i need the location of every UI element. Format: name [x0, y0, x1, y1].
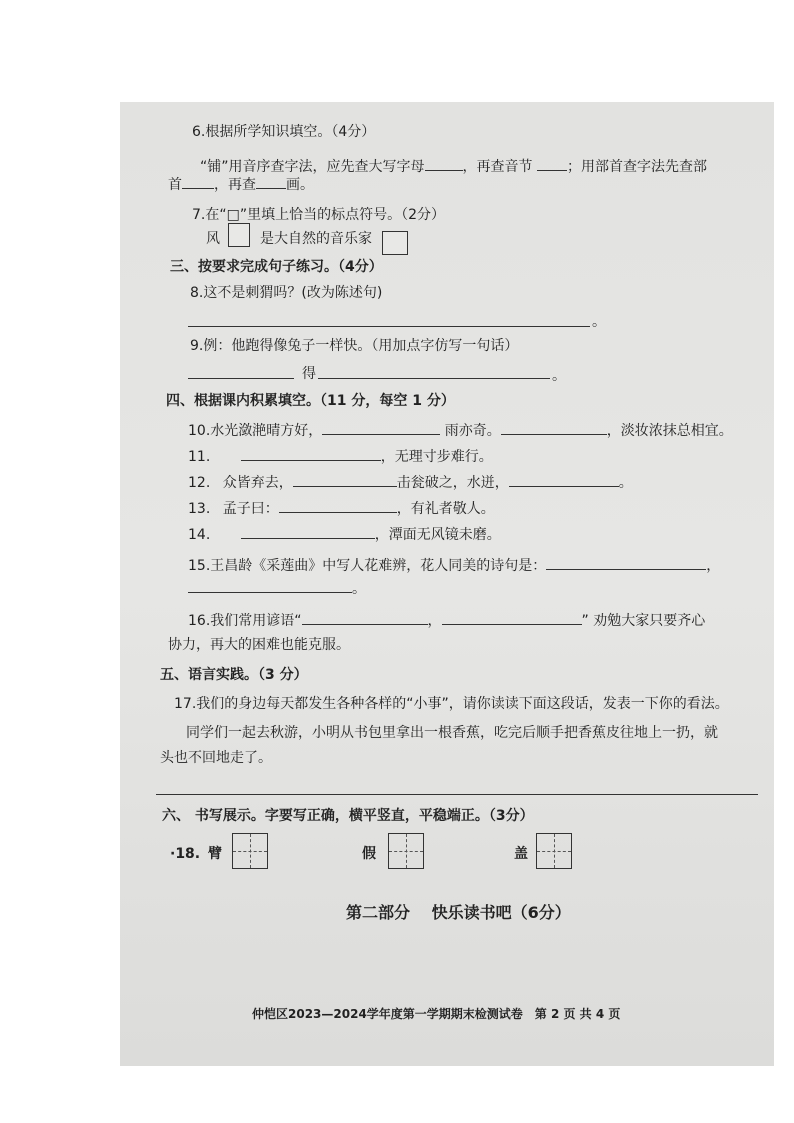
q10-blank-1[interactable]: [322, 420, 440, 435]
q8-end: 。: [592, 314, 606, 330]
q14-line: [188, 524, 501, 545]
q17-answer-line[interactable]: [156, 794, 758, 795]
q13-text-b: ，有礼者敬人。: [396, 501, 495, 517]
q15-comma: ，: [706, 558, 721, 574]
q13-text-a: 孟子曰：: [222, 501, 279, 517]
q9-title: 9.例：他跑得像兔子一样快。（用加点字仿写一句话）: [190, 338, 519, 354]
q18-writing-grid-3[interactable]: [536, 833, 572, 869]
q14-text: ，潭面无风镜未磨。: [374, 527, 501, 543]
exam-page: [120, 102, 774, 1066]
q17-para-1: 同学们一起去秋游，小明从书包里拿出一根香蕉，吃完后顺手把香蕉皮往地上一扔，就: [186, 725, 718, 741]
q16-blank-1[interactable]: [302, 610, 428, 625]
q9-answer-line-1[interactable]: [188, 378, 294, 379]
q6-text-e: ，再查: [214, 177, 256, 193]
part2-heading: 第二部分 快乐读书吧（6分）: [346, 903, 571, 922]
q10-text-a: 10.水光潋滟晴方好，: [188, 423, 323, 439]
q18-char-3: 盖: [514, 846, 528, 862]
q18-char-2: 假: [362, 846, 376, 862]
q7-word1: 风: [206, 231, 220, 247]
q18-writing-grid-2[interactable]: [388, 833, 424, 869]
q16-text-b: ” 劝勉大家只要齐心: [581, 613, 706, 629]
q18-writing-grid-1[interactable]: [232, 833, 268, 869]
q9-answer-line-2[interactable]: [318, 378, 550, 379]
q6-line2: [168, 174, 314, 195]
q18-char-1: 臂: [208, 846, 222, 862]
q11-blank[interactable]: [241, 446, 381, 461]
q12-line: [188, 472, 633, 493]
q15-blank-2[interactable]: [188, 578, 352, 593]
page-footer: 仲恺区2023—2024学年度第一学期期末检测试卷 第 2 页 共 4 页: [252, 1007, 621, 1021]
q6-text-b: ，再查音节: [462, 159, 533, 175]
q12-end: 。: [618, 475, 633, 491]
q8-answer-line[interactable]: [188, 326, 590, 327]
q14-num: 14.: [188, 527, 211, 543]
q6-text-f: 画。: [286, 177, 314, 193]
section3-heading: 三、按要求完成句子练习。（4分）: [170, 259, 383, 275]
q8-title: 8.这不是刺猬吗？(改为陈述句): [190, 285, 383, 301]
q16-line2: 协力，再大的困难也能克服。: [168, 637, 350, 653]
q6-blank-radical[interactable]: [182, 174, 214, 189]
q17-title: 17.我们的身边每天都发生各种各样的“小事”，请你读读下面这段话，发表一下你的看法。: [174, 696, 729, 712]
q7-punct-box-1[interactable]: [228, 223, 250, 247]
q10-text-b: 雨亦奇。: [444, 423, 501, 439]
q11-line: [188, 446, 493, 467]
q16-text-a: 16.我们常用谚语“: [188, 613, 302, 629]
q12-blank-1[interactable]: [293, 472, 397, 487]
q7-word2: 是大自然的音乐家: [260, 231, 372, 247]
q13-blank[interactable]: [279, 498, 397, 513]
q7-punct-box-2[interactable]: [382, 231, 408, 255]
q14-blank[interactable]: [241, 524, 375, 539]
section4-heading: 四、根据课内积累填空。（11 分，每空 1 分）: [166, 393, 455, 409]
q10-text-c: ，淡妆浓抹总相宜。: [606, 423, 733, 439]
q6-blank-strokes[interactable]: [256, 174, 286, 189]
q6-blank-syllable[interactable]: [537, 156, 567, 171]
q15-line: [188, 555, 720, 576]
q16-blank-2[interactable]: [442, 610, 582, 625]
section5-heading: 五、语言实践。（3 分）: [160, 667, 308, 683]
section6-heading: 六、 书写展示。字要写正确，横平竖直，平稳端正。（3分）: [162, 808, 534, 824]
q18-num: ·18.: [170, 846, 201, 862]
q7-title: 7.在“□”里填上恰当的标点符号。（2分）: [192, 207, 445, 223]
q11-text: ，无理寸步难行。: [380, 449, 493, 465]
q9-mid: 得: [302, 366, 316, 382]
q12-text-a: 众皆弃去，: [222, 475, 293, 491]
q16-comma: ，: [427, 613, 442, 629]
q13-line: [188, 498, 495, 519]
q15-blank-1[interactable]: [546, 555, 706, 570]
q6-blank-letter[interactable]: [425, 156, 463, 171]
q6-text-a: “铺”用音序查字法，应先查大写字母: [200, 159, 425, 175]
q6-text-d: 首: [168, 177, 182, 193]
q16-line: [188, 610, 705, 631]
q10-line: [188, 420, 733, 441]
q6-text-c: ；用部首查字法先查部: [566, 159, 707, 175]
q12-blank-2[interactable]: [509, 472, 619, 487]
q15-line2: [188, 578, 366, 599]
q17-para-2: 头也不回地走了。: [160, 750, 272, 766]
q15-end: 。: [352, 581, 366, 597]
q12-num: 12.: [188, 475, 211, 491]
q13-num: 13.: [188, 501, 211, 517]
q10-blank-2[interactable]: [501, 420, 607, 435]
q15-text-a: 15.王昌龄《采莲曲》中写人花难辨，花人同美的诗句是：: [188, 558, 547, 574]
q9-end: 。: [552, 368, 566, 384]
q6-title: 6.根据所学知识填空。（4分）: [192, 124, 376, 140]
q12-text-b: 击瓮破之，水迸，: [396, 475, 509, 491]
q11-num: 11.: [188, 449, 211, 465]
